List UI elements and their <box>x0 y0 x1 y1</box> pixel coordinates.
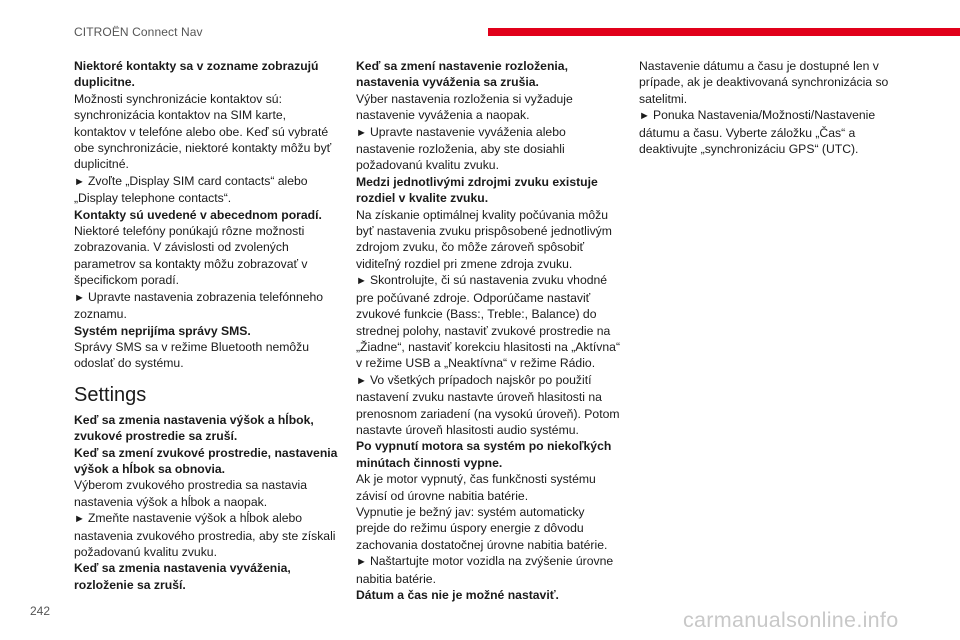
instruction-step <box>639 107 904 157</box>
page-number: 242 <box>30 604 51 618</box>
problem-heading: Dátum a čas nie je možné nastaviť. <box>356 588 559 602</box>
text-column-2 <box>356 58 621 603</box>
paragraph: Vypnutie je bežný jav: systém automaticky prejde do režimu úspory energie z dôvodu zachovania dostatočnej úrovne nabitia batérie. <box>356 504 608 552</box>
header-accent-bar <box>488 28 960 36</box>
header-title: CITROËN Connect Nav <box>74 25 203 39</box>
instruction-text: Zvoľte „Display SIM card contacts“ alebo „Display telephone contacts“. <box>74 173 308 206</box>
instruction-step <box>74 510 339 560</box>
paragraph: Výber nastavenia rozloženia si vyžaduje nastavenie vyváženia a naopak. <box>356 91 573 123</box>
instruction-step <box>74 173 339 207</box>
instruction-step <box>74 289 339 323</box>
text-column-1 <box>74 58 339 593</box>
paragraph: Možnosti synchronizácie kontaktov sú: synchronizácia kontaktov na SIM karte, kontaktov v telefóne alebo obe. Keď sú vybraté obe synchronizácie, niektoré kontakty môžu byť duplicitné. <box>74 91 332 172</box>
arrow-bullet-icon: ► <box>639 110 653 123</box>
instruction-text: Skontrolujte, či sú nastavenia zvuku vhodné pre počúvané zdroje. Odporúčame nastaviť zvukové funkcie (Bass:, Treble:, Balance) do strednej polohy, nastaviť zvukové prostredie na „Žiadne“, nastaviť korekciu hlasitosti na „Aktívna“ v režime USB a „Neaktívna“ v režime Rádio. <box>356 273 621 371</box>
paragraph: Ak je motor vypnutý, čas funkčnosti systému závisí od úrovne nabitia batérie. <box>356 472 596 503</box>
instruction-text: Upravte nastavenie vyváženia alebo nastavenie rozloženia, aby ste dosiahli požadovanú kvalitu zvuku. <box>356 124 566 173</box>
arrow-bullet-icon: ► <box>356 275 370 288</box>
instruction-text: Naštartujte motor vozidla na zvýšenie úrovne nabitia batérie. <box>356 554 614 586</box>
section-heading: Settings <box>74 383 147 406</box>
paragraph: Výberom zvukového prostredia sa nastavia nastavenia výšok a hĺbok a naopak. <box>74 478 308 509</box>
problem-heading: Niektoré kontakty sa v zozname zobrazujú duplicitne. <box>74 59 319 90</box>
arrow-bullet-icon: ► <box>356 556 370 569</box>
problem-heading: Keď sa zmenia nastavenia vyváženia, rozloženie sa zruší. <box>74 561 291 592</box>
arrow-bullet-icon: ► <box>74 175 88 188</box>
problem-heading: Systém neprijíma správy SMS. <box>74 323 251 338</box>
problem-heading: Po vypnutí motora sa systém po niekoľkých minútach činnosti vypne. <box>356 439 612 470</box>
arrow-bullet-icon: ► <box>74 513 88 526</box>
paragraph: Na získanie optimálnej kvality počúvania môžu byť nastavenia zvuku prispôsobené jednotlivým zdrojom zvuku, čo môže zároveň spôsobiť viditeľný rozdiel pri zmene zdroja zvuku. <box>356 207 612 271</box>
problem-heading: Keď sa zmení nastavenie rozloženia, nastavenia vyváženia sa zrušia. <box>356 59 568 90</box>
problem-heading: Keď sa zmenia nastavenia výšok a hĺbok, zvukové prostredie sa zruší. <box>74 412 314 444</box>
arrow-bullet-icon: ► <box>356 374 370 387</box>
instruction-step <box>356 272 621 371</box>
instruction-text: Vo všetkých prípadoch najskôr po použití nastavení zvuku nastavte úroveň hlasitosti na prenosnom zariadení (na vysokú úroveň). Potom nastavte úroveň hlasitosti audio systému. <box>356 372 620 437</box>
problem-heading: Keď sa zmení zvukové prostredie, nastavenia výšok a hĺbok sa obnovia. <box>74 445 338 476</box>
paragraph: Niektoré telefóny ponúkajú rôzne možnosti zobrazovania. V závislosti od zvolených parametrov sa kontakty môžu zobrazovať v špecifickom poradí. <box>74 224 308 288</box>
paragraph: Nastavenie dátumu a času je dostupné len v prípade, ak je deaktivovaná synchronizácia so satelitmi. <box>639 59 889 106</box>
instruction-text: Upravte nastavenia zobrazenia telefónneho zoznamu. <box>74 289 324 322</box>
instruction-step <box>356 553 621 587</box>
instruction-text: Ponuka Nastavenia/Možnosti/Nastavenie dátumu a času. Vyberte záložku „Čas“ a deaktivujte „synchronizáciu GPS“ (UTC). <box>639 108 876 157</box>
arrow-bullet-icon: ► <box>356 126 370 139</box>
instruction-step <box>356 124 621 174</box>
arrow-bullet-icon: ► <box>74 291 88 304</box>
paragraph: Správy SMS sa v režime Bluetooth nemôžu odoslať do systému. <box>74 339 310 371</box>
instruction-step <box>356 372 621 439</box>
problem-heading: Medzi jednotlivými zdrojmi zvuku existuje rozdiel v kvalite zvuku. <box>356 174 598 206</box>
watermark: carmanualsonline.info <box>683 608 899 632</box>
text-column-3 <box>639 58 904 157</box>
problem-heading: Kontakty sú uvedené v abecednom poradí. <box>74 207 322 222</box>
instruction-text: Zmeňte nastavenie výšok a hĺbok alebo nastavenia zvukového prostredia, aby ste získali požadovanú kvalitu zvuku. <box>74 511 336 559</box>
